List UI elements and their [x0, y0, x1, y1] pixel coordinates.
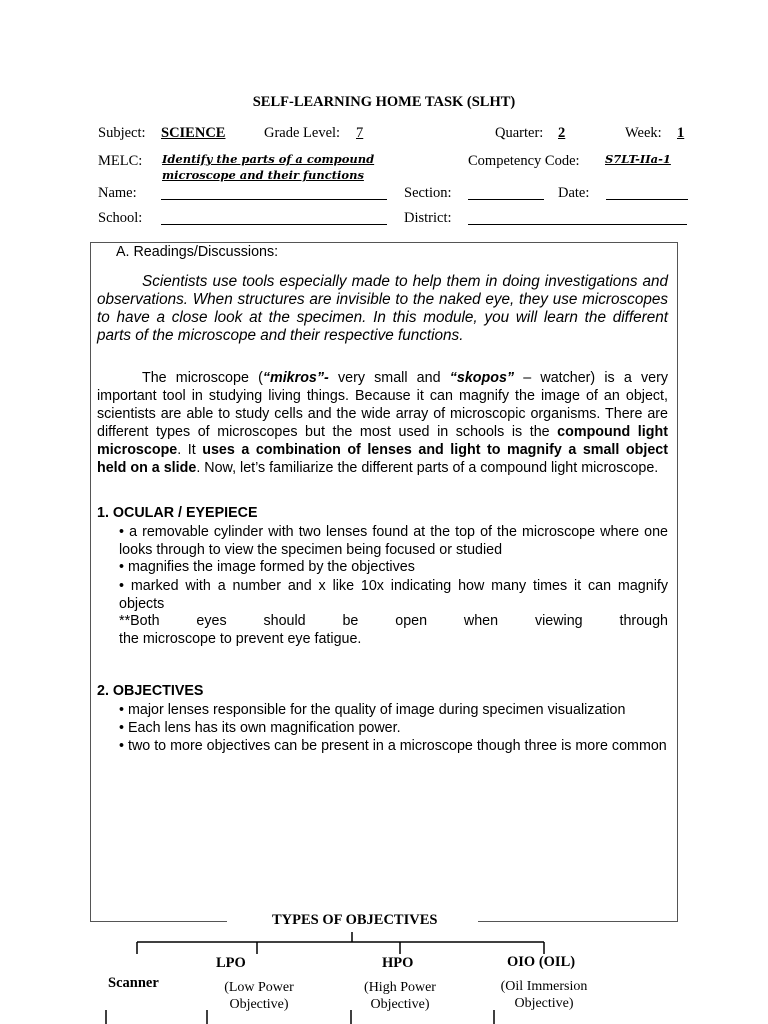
district-field[interactable]	[468, 210, 687, 225]
melc-label: MELC:	[98, 153, 143, 169]
melc-line-2: microscope and their functions	[162, 168, 364, 182]
competency-label: Competency Code:	[468, 153, 580, 169]
ocular-heading: 1. OCULAR / EYEPIECE	[97, 505, 258, 521]
objectives-bullet-3: • two to more objectives can be present in a microscope though three is more common	[119, 738, 667, 754]
date-field[interactable]	[606, 185, 688, 200]
section-a-heading: A. Readings/Discussions:	[116, 244, 279, 260]
objectives-bullet-2: • Each lens has its own magnification power.	[119, 720, 401, 736]
district-label: District:	[404, 210, 452, 226]
week-value: 1	[677, 125, 685, 141]
subject-label: Subject:	[98, 125, 146, 141]
name-label: Name:	[98, 185, 137, 201]
oio-description: (Oil Immersion Objective)	[500, 979, 588, 1011]
grade-value: 7	[356, 125, 364, 141]
section-label: Section:	[404, 185, 452, 201]
hpo-description: (High Power Objective)	[364, 980, 436, 1012]
oio-label: OIO (OIL)	[507, 954, 576, 970]
ocular-bullet-1: • a removable cylinder with two lenses found at the top of the microscope where one looks through to view the specimen being focused or studied	[119, 524, 668, 558]
quarter-label: Quarter:	[495, 125, 544, 141]
document-title: SELF-LEARNING HOME TASK (SLHT)	[252, 94, 516, 110]
ocular-note: **Both eyes should be open when viewing through the microscope to prevent eye fatigue.	[119, 613, 668, 647]
week-label: Week:	[625, 125, 662, 141]
objectives-heading: 2. OBJECTIVES	[97, 683, 204, 699]
ocular-bullet-2: • magnifies the image formed by the objectives	[119, 559, 415, 575]
grade-label: Grade Level:	[264, 125, 341, 141]
quarter-value: 2	[558, 125, 566, 141]
name-field[interactable]	[161, 185, 387, 200]
lpo-label: LPO	[216, 955, 246, 971]
lpo-description: (Low Power Objective)	[224, 980, 294, 1012]
objectives-bullet-1: • major lenses responsible for the quality of image during specimen visualization	[119, 702, 626, 718]
hpo-label: HPO	[382, 955, 414, 971]
date-label: Date:	[558, 185, 590, 201]
microscope-paragraph: The microscope (“mikros”- very small and “skopos” – watcher) is a very important tool in studying living things. Because it can magnify the image of an object, scientists are able to study cells and the wide array of microscopic organisms. There are different types of microscopes but the most used in schools is the compound light microscope. It uses a combination of lenses and light to magnify a small object held on a slide. Now, let’s familiarize the different parts of a compound light microscope.	[97, 370, 668, 476]
section-field[interactable]	[468, 185, 544, 200]
diagram-title: TYPES OF OBJECTIVES	[272, 912, 438, 928]
school-field[interactable]	[161, 210, 387, 225]
competency-value: S7LT-IIa-1	[605, 152, 671, 166]
scanner-label: Scanner	[108, 975, 159, 991]
subject-value: SCIENCE	[161, 125, 226, 141]
intro-paragraph: Scientists use tools especially made to help them in doing investigations and observations. When structures are invisible to the naked eye, they use microscopes to have a close look at the specimen. In this module, you will learn the different parts of the microscope and their respective functions.	[97, 273, 668, 344]
ocular-bullet-3: • marked with a number and x like 10x indicating how many times it can magnify objects	[119, 578, 668, 612]
school-label: School:	[98, 210, 143, 226]
melc-line-1: Identify the parts of a compound	[162, 152, 375, 166]
